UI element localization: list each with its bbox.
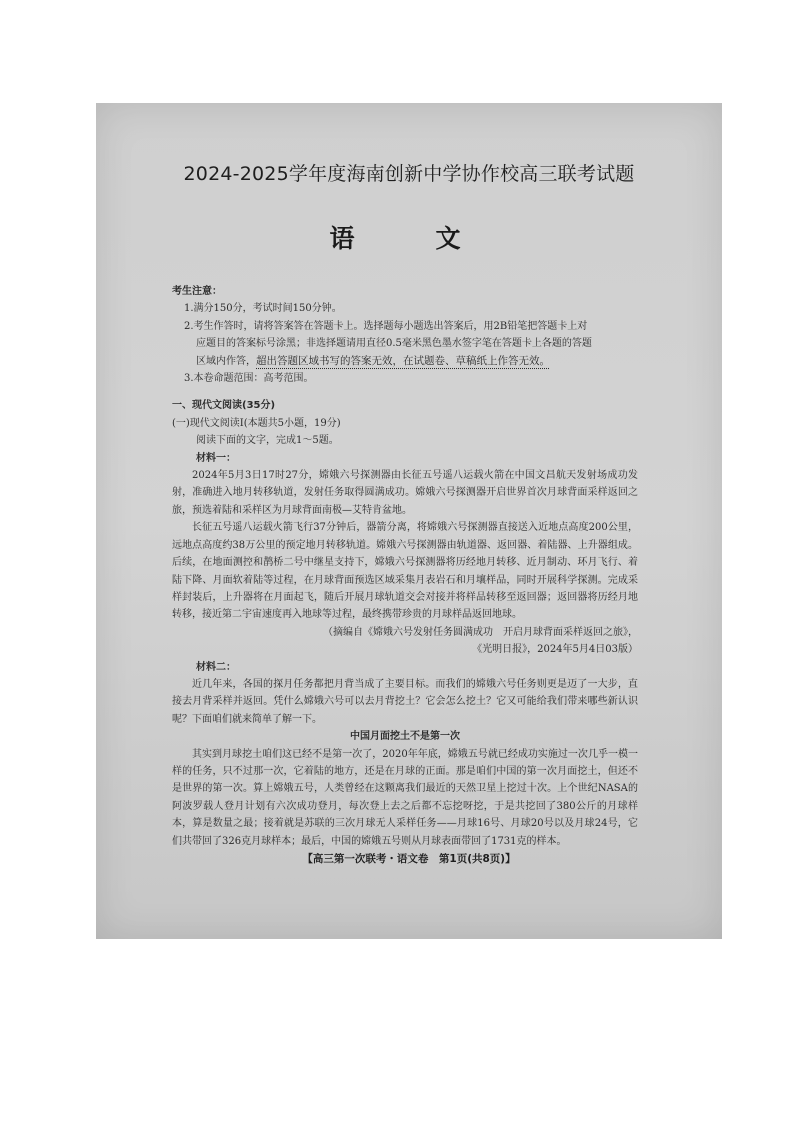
section-instruction: 阅读下面的文字，完成1～5题。 bbox=[196, 435, 339, 447]
notice-item-line bbox=[172, 353, 638, 370]
notice-item: 区域内作答， bbox=[196, 355, 256, 367]
page-footer: 【高三第一次联考・语文卷 第1页(共8页)】 bbox=[302, 853, 516, 865]
subject-title: 语 文 bbox=[329, 224, 489, 253]
notice-item: 2.考生作答时，请将答案答在答题卡上。选择题每小题选出答案后，用2B铅笔把答题卡上对 bbox=[184, 320, 588, 332]
notice-item: 1.满分150分，考试时间150分钟。 bbox=[184, 303, 342, 315]
material1-paragraph: 长征五号遥八运载火箭飞行37分钟后，器箭分离，将嫦娥六号探测器直接送入近地点高度200公里，远地点高度约38万公里的预定地月转移轨道。嫦娥六号探测器由轨道器、返回器、着陆器、上升器组成。后续，在地面测控和鹊桥二号中继星支持下，嫦娥六号探测器将历经地月转移、近月制动、环月飞行、着陆下降、月面软着陆等过程，在月球背面预选区域采集月表岩石和月壤样品，同时开展科学探测。完成采样封装后，上升器将在月面起飞，随后开展月球轨道交会对接并将样品转移至返回器；返回器将历经月地转移，接近第二宇宙速度再入地球等过程，最终携带珍贵的月球样品返回地球。 bbox=[172, 522, 638, 621]
section-heading: 一、现代文阅读(35分) bbox=[172, 400, 276, 412]
notice-heading: 考生注意： bbox=[172, 286, 222, 297]
material2-body: 其实到月球挖土咱们这已经不是第一次了，2020年年底，嫦娥五号就已经成功实施过一次几乎一模一样的任务，只不过那一次，它着陆的地方，还是在月球的正面。那是咱们中国的第一次月面挖土，但还不是世界的第一次。算上嫦娥五号，人类曾经在这颗离我们最近的天然卫星上挖过十次。上个世纪NASA的阿波罗载人登月计划有六次成功登月，每次登上去之后都不忘挖呀挖，于是共挖回了380公斤的月球样本，算是数量之最；接着就是苏联的三次月球无人采样任务——月球16号、月球20号以及月球24号，它们共带回了326克月球样本；最后，中国的嫦娥五号则从月球表面带回了1731克的样本。 bbox=[172, 748, 638, 847]
section-subheading: (一)现代文阅读Ⅰ(本题共5小题，19分) bbox=[172, 417, 341, 429]
material1-paragraph: 2024年5月3日17时27分，嫦娥六号探测器由长征五号遥八运载火箭在中国文昌航天发射场成功发射，准确进入地月转移轨道，发射任务取得圆满成功。嫦娥六号探测器开启世界首次月球背面采样返回之旅，预选着陆和采样区为月球背面南极—艾特肯盆地。 bbox=[172, 470, 638, 516]
notice-item: 应题目的答案标号涂黑；非选择题请用直径0.5毫米黑色墨水签字笔在答题卡上各题的答题 bbox=[196, 338, 592, 350]
exam-title: 2024-2025学年度海南创新中学协作校高三联考试题 bbox=[183, 163, 635, 185]
material2-label: 材料二： bbox=[196, 661, 236, 673]
notice-emphasis: 超出答题区域书写的答案无效，在试题卷、草稿纸上作答无效。 bbox=[256, 354, 550, 367]
material1-source: 《光明日报》，2024年5月4日03版） bbox=[472, 644, 638, 656]
notice-item: 3.本卷命题范围：高考范围。 bbox=[184, 373, 314, 385]
material2-intro: 近几年来，各国的探月任务都把月背当成了主要目标。而我们的嫦娥六号任务则更是迈了一大步，直接去月背采样并返回。凭什么嫦娥六号可以去月背挖土？它会怎么挖土？它又可能给我们带来哪些新认识呢？下面咱们就来简单了解一下。 bbox=[172, 678, 638, 725]
material2-heading: 中国月面挖土不是第一次 bbox=[350, 731, 460, 743]
material1-source: （摘编自《嫦娥六号发射任务圆满成功 开启月球背面采样返回之旅》， bbox=[323, 626, 638, 638]
material1-label: 材料一： bbox=[196, 452, 236, 464]
exam-content bbox=[172, 283, 638, 850]
exam-paper-photo bbox=[96, 103, 722, 939]
